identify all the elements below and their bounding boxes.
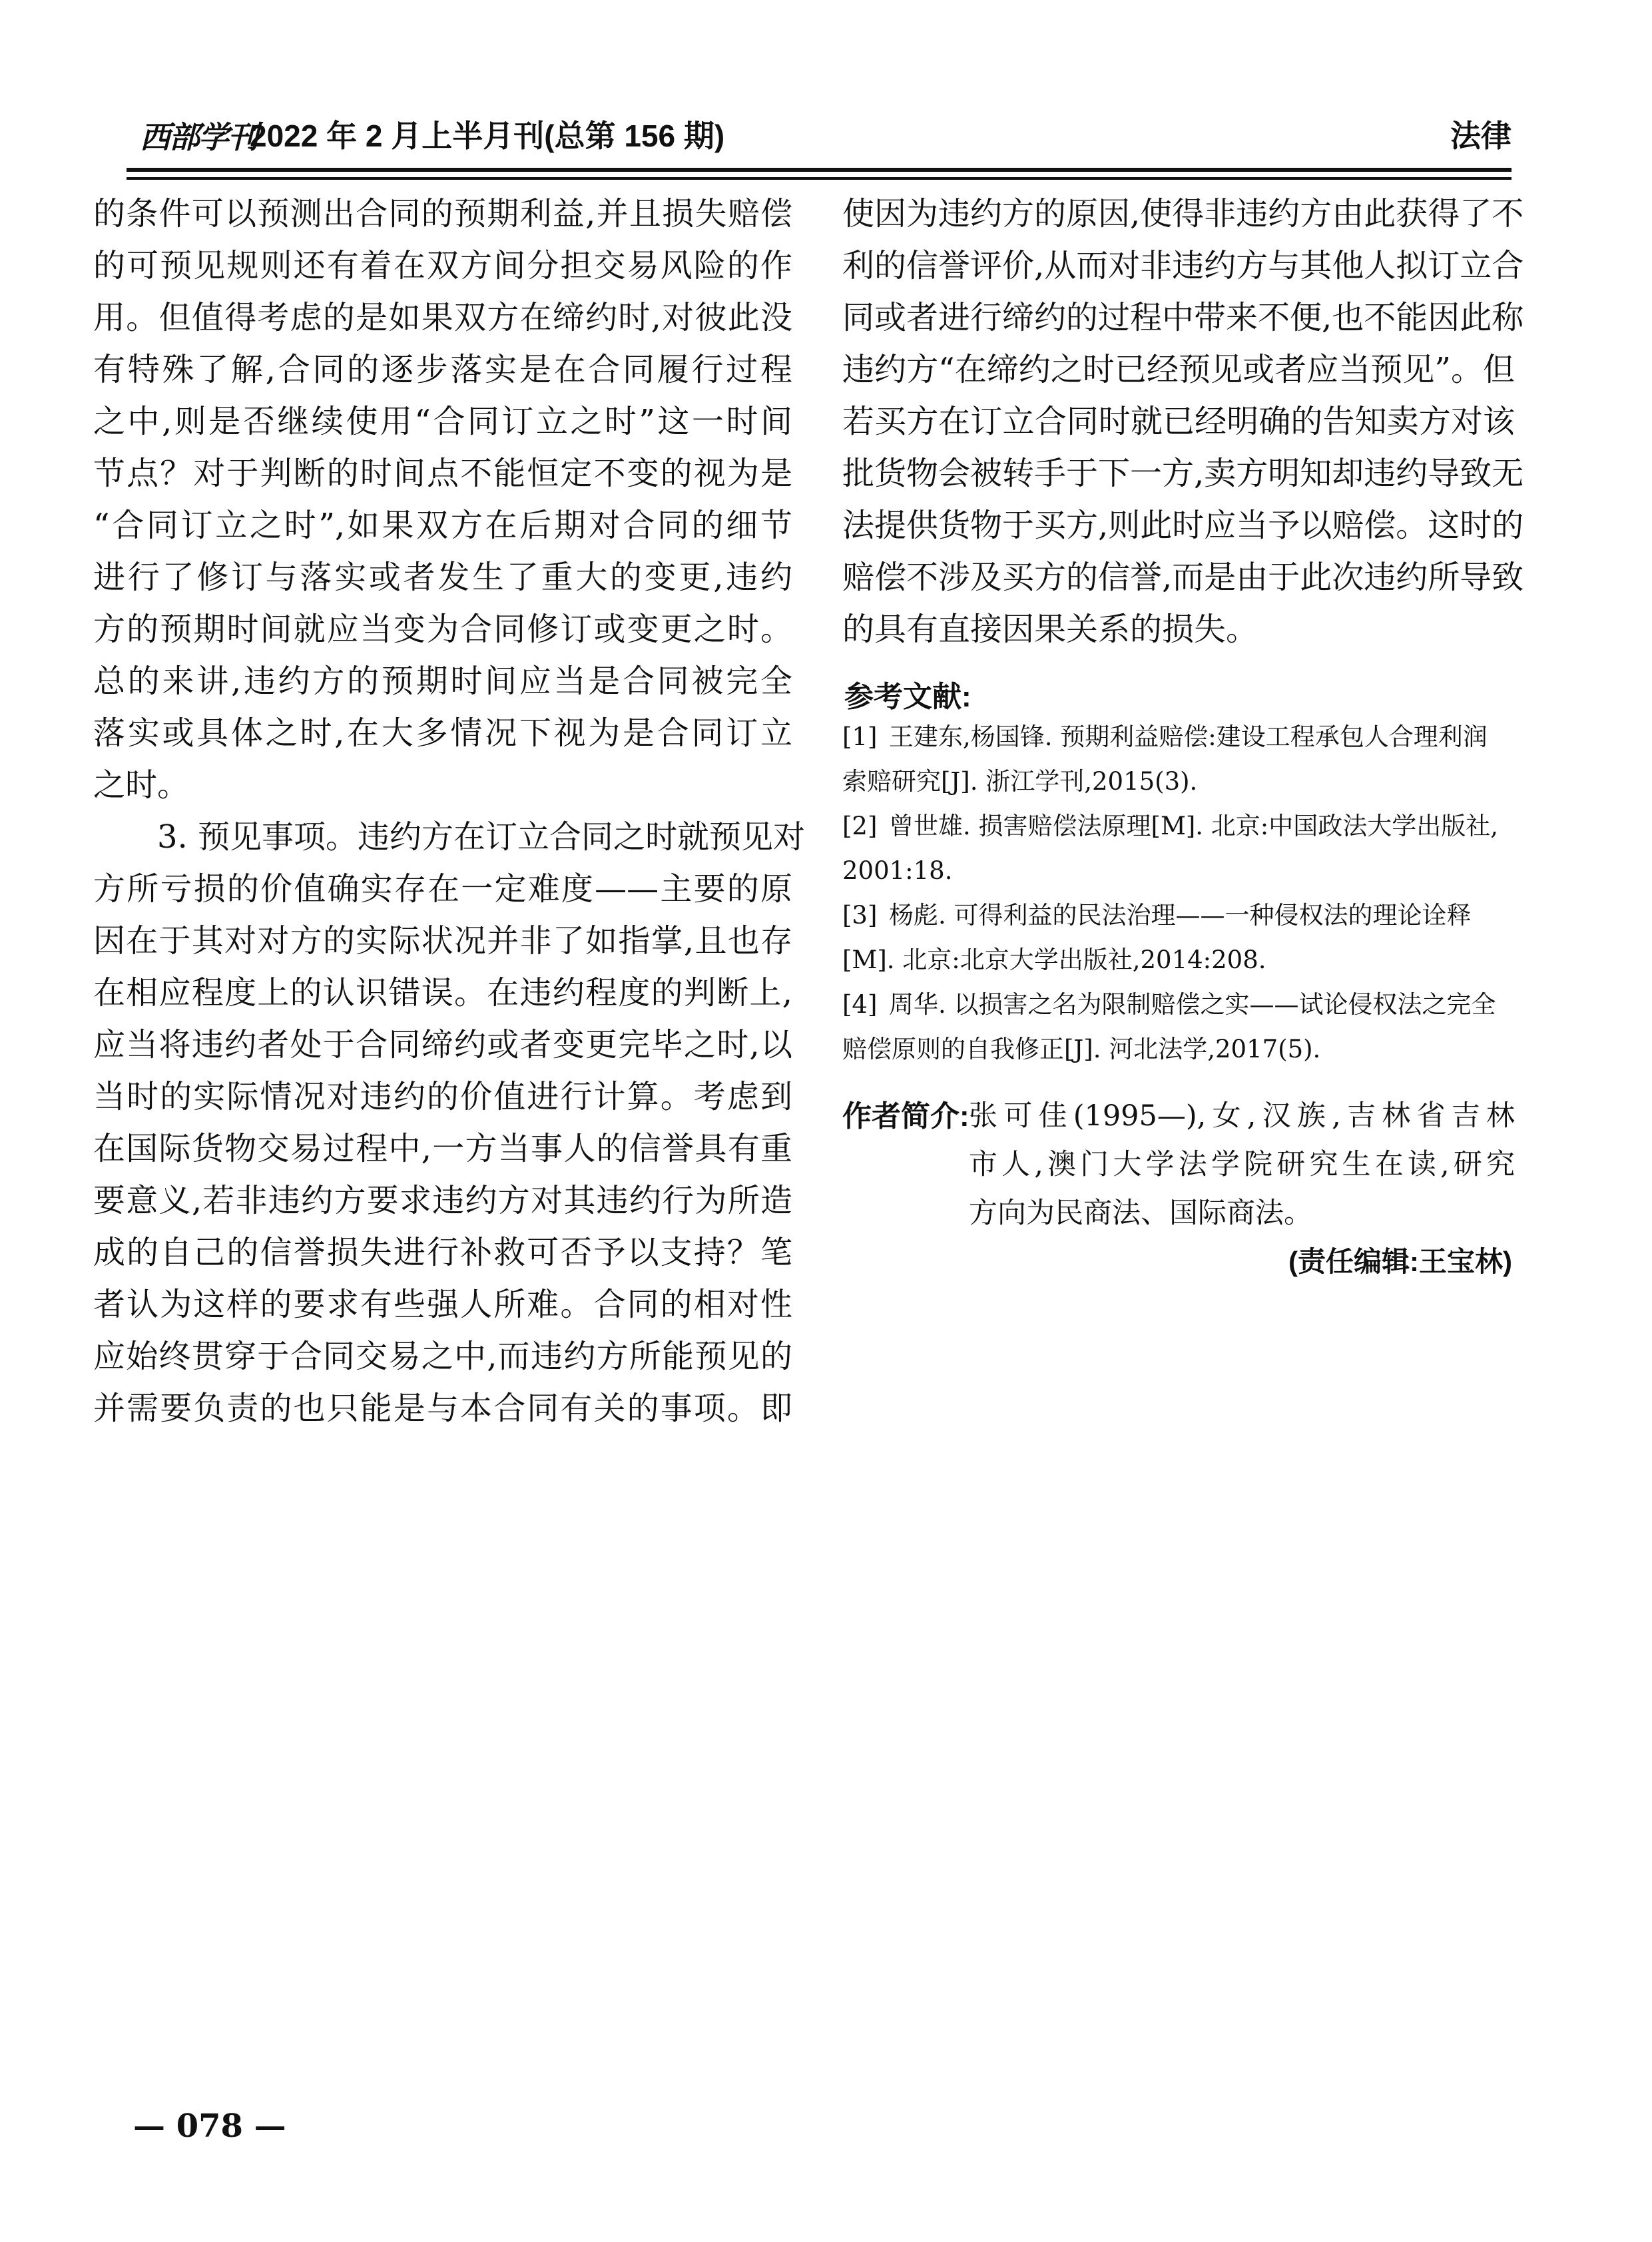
- body-text-line: 同或者进行缔约的过程中带来不便,也不能因此称: [842, 299, 1524, 336]
- issue-info: 2022 年 2 月上半月刊(总第 156 期): [250, 119, 725, 153]
- body-text-line: “合同订立之时”,如果双方在后期对合同的细节: [93, 507, 792, 544]
- body-text-line: 之时。: [93, 766, 190, 804]
- running-header: [93, 107, 1512, 160]
- left-column: [93, 188, 806, 1434]
- body-text-line: 落实或具体之时,在大多情况下视为是合同订立: [93, 714, 792, 752]
- body-text-line: 总的来讲,违约方的预期时间应当是合同被完全: [93, 663, 792, 700]
- reference-text: 周华. 以损害之名为限制赔偿之实——试论侵权法之完全: [889, 990, 1496, 1019]
- author-bio-line: 市人,澳门大学法学院研究生在读,研究: [969, 1148, 1515, 1181]
- body-text-line: 赔偿不涉及买方的信誉,而是由于此次违约所导致: [842, 559, 1524, 596]
- body-text-line: 方所亏损的价值确实存在一定难度——主要的原: [93, 870, 792, 908]
- body-text-line: 进行了修订与落实或者发生了重大的变更,违约: [93, 559, 792, 596]
- responsible-editor: (责任编辑:王宝林): [1288, 1246, 1512, 1277]
- page-number: — 078 —: [133, 2107, 286, 2145]
- reference-item: [842, 714, 1515, 759]
- reference-text-continued: 2001:18.: [842, 856, 953, 885]
- reference-item: [842, 982, 1515, 1027]
- reference-number: [4]: [842, 990, 878, 1019]
- body-text-line: 法提供货物于买方,则此时应当予以赔偿。这时的: [842, 507, 1524, 544]
- body-text-line: 违约方“在缔约之时已经预见或者应当预见”。但: [842, 351, 1515, 388]
- body-text-line: 并需要负责的也只能是与本合同有关的事项。即: [93, 1390, 792, 1427]
- body-text-line: 的具有直接因果关系的损失。: [842, 611, 1258, 648]
- body-text-line: 应当将违约者处于合同缔约或者变更完毕之时,以: [93, 1026, 792, 1063]
- reference-number: [3]: [842, 901, 878, 930]
- reference-text-continued: 赔偿原则的自我修正[J]. 河北法学,2017(5).: [842, 1035, 1321, 1063]
- body-text-line: 之中,则是否继续使用“合同订立之时”这一时间: [93, 403, 792, 440]
- reference-number: [2]: [842, 812, 878, 840]
- author-bio: [842, 1092, 1515, 1238]
- author-bio-label: 作者简介:: [842, 1100, 969, 1133]
- reference-number: [1]: [842, 722, 878, 751]
- section-name: 法律: [1450, 119, 1512, 153]
- body-text-line: 节点？对于判断的时间点不能恒定不变的视为是: [93, 455, 792, 492]
- body-text-line: 因在于其对对方的实际状况并非了如指掌,且也存: [93, 922, 792, 960]
- references-list: [842, 714, 1515, 1071]
- body-text-line: 成的自己的信誉损失进行补救可否予以支持？笔: [93, 1234, 792, 1271]
- reference-item: [842, 893, 1515, 938]
- reference-text: 杨彪. 可得利益的民法治理——一种侵权法的理论诠释: [889, 901, 1472, 930]
- body-text-line: 批货物会被转手于下一方,卖方明知却违约导致无: [842, 455, 1524, 492]
- reference-text-continued: 索赔研究[J]. 浙江学刊,2015(3).: [842, 767, 1198, 796]
- body-text-line: 3. 预见事项。违约方在订立合同之时就预见对: [157, 818, 806, 856]
- body-text-line: 用。但值得考虑的是如果双方在缔约时,对彼此没: [93, 299, 792, 336]
- reference-item: [842, 804, 1515, 848]
- body-text-line: 者认为这样的要求有些强人所难。合同的相对性: [93, 1286, 792, 1323]
- body-text-line: 应始终贯穿于合同交易之中,而违约方所能预见的: [93, 1338, 792, 1375]
- header-rule-thin: [127, 177, 1512, 180]
- author-bio-line: 方向为民商法、国际商法。: [969, 1197, 1312, 1230]
- body-text-line: 在国际货物交易过程中,一方当事人的信誉具有重: [93, 1130, 792, 1167]
- body-text-line: 有特殊了解,合同的逐步落实是在合同履行过程: [93, 351, 792, 388]
- reference-text-continued: [M]. 北京:北京大学出版社,2014:208.: [842, 946, 1266, 974]
- reference-text: 曾世雄. 损害赔偿法原理[M]. 北京:中国政法大学出版社,: [889, 812, 1499, 840]
- body-text-line: 利的信誉评价,从而对非违约方与其他人拟订立合: [842, 247, 1524, 284]
- body-text-line: 当时的实际情况对违约的价值进行计算。考虑到: [93, 1078, 792, 1115]
- body-text-line: 要意义,若非违约方要求违约方对其违约行为所造: [93, 1182, 792, 1219]
- body-text-line: 使因为违约方的原因,使得非违约方由此获得了不: [842, 195, 1524, 232]
- header-rule-thick: [127, 168, 1512, 172]
- body-text-line: 在相应程度上的认识错误。在违约程度的判断上,: [93, 974, 792, 1011]
- right-column: [842, 188, 1524, 655]
- reference-text: 王建东,杨国锋. 预期利益赔偿:建设工程承包人合理利润: [889, 722, 1488, 751]
- references-heading: 参考文献:: [844, 681, 971, 713]
- body-text-line: 方的预期时间就应当变为合同修订或变更之时。: [93, 611, 792, 648]
- body-text-line: 的可预见规则还有着在双方间分担交易风险的作: [93, 247, 792, 284]
- body-text-line: 的条件可以预测出合同的预期利益,并且损失赔偿: [93, 195, 792, 232]
- author-bio-line: 张可佳(1995—),女,汉族,吉林省吉林: [969, 1099, 1515, 1133]
- journal-logo: 西部学刊: [140, 119, 257, 155]
- body-text-line: 若买方在订立合同时就已经明确的告知卖方对该: [842, 403, 1515, 440]
